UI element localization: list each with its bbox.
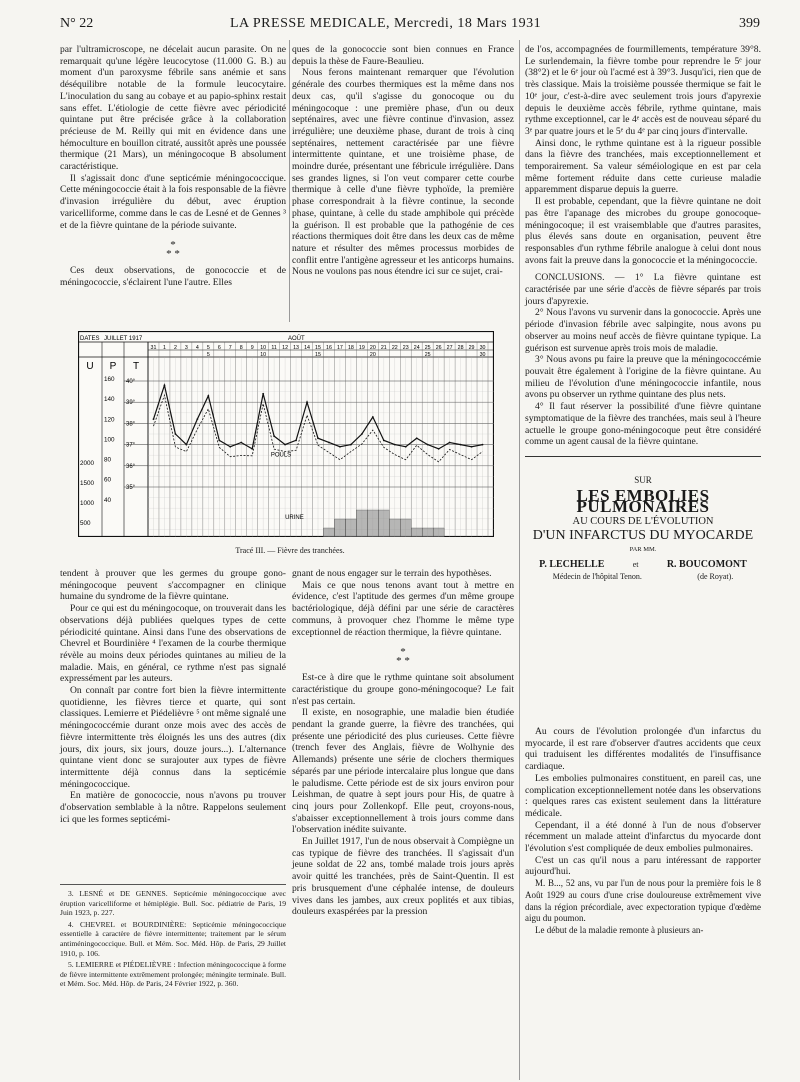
paragraph: tendent à prouver que les germes du groupe gono-méningocoque peuvent s'accompagner en clinique humaine du syndrome de la fièvre quintane. (60, 568, 286, 603)
urine-bar (323, 528, 334, 537)
t-tick: 36° (126, 463, 136, 470)
day-label: 7 (228, 345, 232, 351)
week-label: 30 (479, 352, 486, 358)
urine-label: URINE (285, 515, 304, 521)
u-tick: 1000 (80, 500, 95, 507)
pouls-label: POULS (270, 452, 292, 459)
paragraph: gnant de nous engager sur le terrain des hypothèses. (292, 568, 492, 579)
u-tick: 1500 (80, 480, 95, 487)
day-label: 29 (468, 345, 475, 351)
paragraph: Il existe, en nosographie, une maladie bien étudiée pendant la grande guerre, la fièvre des tranchées, qui présente une périodicité des plus curieuses. Cette fièvre (trench fever des Anglais, fièvre de Wolhynie des Allemands) présente une série de clochers thermiques séparés par une période intercalaire plus longue que dans le paludisme. Cette période est de six jours environ pour Leishman, de quatre à sept jours pour His, de quatre à cinq jours pour Zollenkopf. Elle peut, croyons-nous, s'abaisser exceptionnellement à trois jours comme dans l'observation inédite suivante. (292, 707, 514, 836)
month-label: AOÛT (288, 336, 305, 342)
page-number: 399 (739, 16, 760, 31)
temperature-point (262, 393, 264, 395)
temperature-point (317, 437, 319, 439)
column-divider (289, 40, 290, 322)
article-subtitle: AU COURS DE L'ÉVOLUTION (572, 516, 714, 528)
paragraph: 4° Il faut réserver la possibilité d'une fièvre quintane symptomatique de la fièvre des tranchées, mais seul à l'heure actuelle le groupe gono-méningocoque peut être considéré comme un agent causal de la fièvre quintane. (525, 401, 761, 448)
day-label: 14 (304, 345, 310, 351)
affiliation: Médecin de l'hôpital Tenon. (552, 571, 642, 581)
day-label: 22 (391, 345, 398, 351)
paragraph: Pour ce qui est du méningocoque, on trouverait dans les observations déjà publiées quelques types de cette périodicité quintane. Ainsi dans l'une des observations de Chevrel et Bourdinière ⁴ l'examen de la courbe thermique révèle au moins deux périodes quintanes au milieu de la maladie. Mais, en général, ce rythme n'est pas signalé expressément par les auteurs. (60, 603, 286, 685)
day-label: 5 (206, 345, 210, 351)
affiliations (525, 571, 761, 583)
p-tick: 60 (104, 476, 112, 484)
t-tick: 40° (126, 379, 136, 385)
p-tick: 160 (104, 376, 115, 383)
paragraph: C'est un cas qu'il nous a paru intéressant de rapporter aujourd'hui. (525, 854, 761, 878)
temperature-point (153, 418, 155, 420)
section-break-stars: * * * (396, 646, 410, 668)
temperature-point (383, 439, 385, 441)
urine-bar (367, 510, 378, 537)
temperature-point (460, 444, 462, 446)
paragraph: Ces deux observations, de gonococcie et de méningococcie, s'éclairent l'une l'autre. Elles (60, 265, 286, 288)
paragraph: Le début de la maladie remonte à plusieurs an- (535, 924, 704, 935)
authors (525, 559, 761, 571)
page-header (60, 14, 760, 36)
u-tick: 2000 (80, 460, 95, 467)
urine-bar (433, 528, 444, 537)
day-label: 17 (336, 345, 343, 351)
column-3 (525, 44, 761, 593)
t-tick: 37° (126, 442, 136, 449)
par-mm: PAR MM. (629, 546, 657, 554)
author: P. LECHELLE (539, 559, 605, 571)
day-label: 23 (402, 345, 409, 351)
section-break-stars: * * * (166, 239, 180, 261)
p-tick: 80 (104, 456, 112, 464)
temperature-point (471, 446, 473, 448)
p-tick: 40 (104, 496, 112, 504)
day-label: 18 (347, 345, 354, 351)
temperature-point (482, 444, 484, 446)
temperature-point (427, 444, 429, 446)
day-label: 12 (282, 345, 289, 351)
t-tick: 39° (126, 400, 136, 407)
day-label: 21 (380, 345, 387, 351)
day-label: 11 (271, 345, 277, 351)
footnote: 3. LESNÉ et DE GENNES. Septicémie méningococcique avec éruption varicelliforme et hémiplégie. Bull. Soc. pédiatrie de Paris, 19 Juin 1923, p. 227. (60, 889, 286, 918)
dates-label: DATES (80, 336, 100, 342)
day-label: 28 (457, 345, 464, 351)
temperature-point (405, 446, 407, 448)
paragraph: Est-ce à dire que le rythme quintane soit absolument caractéristique du groupe gono-méningocoque? Le fait n'est pas certain. (292, 672, 514, 707)
temperature-point (416, 437, 418, 439)
temperature-point (350, 444, 352, 446)
temperature-point (196, 418, 198, 420)
paragraph: de l'os, accompagnées de fourmillements, température 39°8. Le surlendemain, la fièvre tombe pour reprendre le 5ᵉ jour (38°2) et le 6ᵉ jour où l'acmé est à 39°3. Jusqu'ici, rien que de très classique. Mais la troisième poussée thermique se fait le 10ᵉ jour, c'est-à-dire avec seulement trois jours d'apyrexie depuis le deuxième accès fébrile, rythme quintane, mais rythme exceptionnel, car le 4ᵉ accès est de nouveau séparé du 3ᵉ par quatre jours et le 5ᵉ du 4ᵉ par cinq jours d'intervalle. (525, 44, 761, 137)
urine-bar (422, 528, 433, 537)
conclusions: CONCLUSIONS. — 1° La fièvre quintane est caractérisée par une série d'accès de fièvre séparés par trois jours d'apyrexie. (525, 272, 761, 307)
temperature-point (306, 401, 308, 403)
paragraph: ques de la gonococcie sont bien connues en France depuis la thèse de Faure-Beaulieu. (292, 44, 514, 67)
temperature-point (284, 444, 286, 446)
week-label: 5 (206, 352, 210, 358)
footnote: 4. CHEVREL et BOURDINIÈRE: Septicémie méningococcique essentielle à caractère de fièvre intermittente; traitement par le sérum antiméningococcique. Bull. et Mém. Soc. Méd. Hôp. de Paris, 29 Juillet 1910, p. 106. (60, 919, 286, 958)
temperature-point (185, 444, 187, 446)
urine-bar (389, 519, 400, 537)
month-label: JUILLET 1917 (104, 336, 143, 342)
article-subtitle: D'UN INFARCTUS DU MYOCARDE (532, 527, 754, 543)
day-label: 2 (173, 345, 177, 351)
day-label: 1 (162, 345, 166, 351)
and-word: et (632, 560, 639, 570)
week-label: 10 (260, 352, 267, 358)
day-label: 10 (260, 345, 267, 351)
u-tick: 500 (80, 520, 91, 527)
issue-number: N° 22 (60, 16, 94, 31)
paragraph: Il est probable, cependant, que la fièvre quintane ne doit pas être l'apanage des microbes du groupe gonocoque-méningocoque; il est vraisemblable que d'autres parasites, plus élevés sans doute en organisation, peuvent être responsables d'un rythme fébrile analogue à celui dont nous avons fait la preuve dans la gonococcie et la méningococcie. (525, 196, 761, 266)
temperature-point (361, 433, 363, 435)
temperature-point (339, 446, 341, 448)
week-label: 15 (315, 352, 321, 358)
temperature-point (251, 448, 253, 450)
p-tick: 100 (104, 436, 115, 444)
footnote: 5. LEMIERRE et PIÉDELIÈVRE : Infection méningococcique à forme de fièvre intermittente extrêmement prolongée; méningite terminale. Bull. et Mém. Soc. Méd. Hôp. de Paris, 24 Février 1922, p. 360. (60, 960, 286, 989)
axis-head-u: U (86, 361, 94, 372)
paragraph: En Juillet 1917, l'un de nous observait à Compiègne un cas typique de fièvre des tranchées. Il s'agissait d'un jeune soldat de 22 ans, tombé malade trois jours après avoir quitté les tranchées, près de Saint-Quentin. Il est pris brusquement d'une céphalée intense, de douleurs vives dans les jambes, aux creux poplités et aux tibias, douleurs exaspérées par la pression (292, 836, 514, 918)
temperature-point (328, 442, 330, 444)
t-tick: 38° (126, 421, 136, 428)
urine-bar (345, 519, 356, 537)
day-label: 8 (239, 345, 243, 351)
day-label: 13 (293, 345, 300, 351)
day-label: 16 (326, 345, 332, 351)
paragraph: Au cours de l'évolution prolongée d'un infarctus du myocarde, il est rare d'observer d'autres accidents que ceux qui traduisent les différentes modalités de l'insuffisance cardiaque. (525, 726, 761, 773)
temperature-point (207, 395, 209, 397)
week-label: 20 (369, 352, 376, 358)
paragraph: 2° Nous l'avons vu survenir dans la gonococcie. Après une période d'invasion fébrile avec salpingite, nous avons pu observer au moins neuf accès de fièvre quintane typique. La guérison est survenue après trois mois de maladie. (525, 307, 761, 354)
paragraph: Les embolies pulmonaires constituent, en pareil cas, une complication exceptionnellement notée dans les observations : quelques rares cas existent seulement dans la littérature médicale. (525, 772, 761, 819)
axis-head-p: P (109, 361, 117, 372)
affiliation: (de Royat). (697, 571, 734, 581)
temperature-point (372, 416, 374, 418)
column-2-bottom (292, 568, 514, 918)
paragraph: Il s'agissait donc d'une septicémie méningococcique. Cette méningococcie était à la fois responsable de la fièvre d'invasion irrégulière du début, avec éruption varicelliforme, comme dans le cas de Lesné et de Gennes ³ et de la fièvre quintane de la période suivante. (60, 172, 286, 231)
temperature-point (449, 442, 451, 444)
day-label: 19 (358, 345, 365, 351)
axis-head-t: T (132, 361, 140, 372)
day-label: 20 (369, 345, 376, 351)
day-label: 6 (217, 345, 221, 351)
p-tick: 140 (104, 396, 115, 404)
paragraph: En matière de gonococcie, nous n'avons pu trouver d'observation semblable à la nôtre. Rappelons seulement ici que les formes septicémi- (60, 790, 286, 825)
day-label: 31 (150, 345, 157, 351)
week-label: 25 (424, 352, 431, 358)
paragraph: Cependant, il a été donné à l'un de nous d'observer récemment un malade atteint d'infarctus du myocarde dont l'évolution s'est compliquée de deux embolies pulmonaires. (525, 819, 761, 855)
day-label: 9 (250, 345, 254, 351)
paragraph: Mais ce que nous tenons avant tout à mettre en évidence, c'est l'aptitude des germes d'un même groupe bactériologique, déjà défini par une série de caractères communs, à provoquer chez l'homme le même type exceptionnel de réaction thermique, la fièvre quintane. (292, 579, 514, 638)
temperature-chart (78, 331, 494, 537)
temperature-point (218, 439, 220, 441)
section-rule (525, 456, 761, 457)
paragraph: Nous ferons maintenant remarquer que l'évolution générale des courbes thermiques est la même dans nos deux cas, qu'il s'agisse du gonocoque ou du méningocoque : une première phase, d'un ou deux septénaires, avec une fièvre continue d'invasion, assez irrégulière; une deuxième phase, durant de trois à cinq septénaires, nettement caractérisée par une fièvre intermittente quintane, et une troisième phase, de moindre durée, présentant une fébricule irrégulière. Dans ses grandes lignes, si l'on veut comparer cette courbe thermique à celle d'une fièvre typhoïde, la première phase correspondrait à la fièvre continue, la seconde phase, quintane, à celle du stade amphibole qui précède la guérison. Il est probable que la pathogénie de ces réactions thermiques doit être dans les deux cas de même nature et résulter des mêmes processus morbides de conflit entre l'antigène agresseur et les anticorps humains. Nous ne voulons pas nous étendre ici sur ce sujet, crai- (292, 67, 514, 278)
paragraph: 3° Nous avons pu faire la preuve que la méningococcémie pouvait être également à l'origine de la fièvre quintane. Au milieu de l'évolution d'une méningococcie infantile, nous avons pu observer un rythme quintane des plus nets. (525, 354, 761, 401)
day-label: 24 (413, 345, 420, 351)
day-label: 26 (435, 345, 442, 351)
day-label: 25 (424, 345, 431, 351)
temperature-point (164, 384, 166, 386)
figure-caption: Tracé III. — Fièvre des tranchées. (235, 546, 345, 555)
journal-title: LA PRESSE MEDICALE, Mercredi, 18 Mars 1931 (230, 16, 542, 31)
column-1-bottom (60, 568, 286, 825)
author: R. BOUCOMONT (666, 559, 747, 571)
urine-bar (411, 528, 422, 537)
day-label: 30 (479, 345, 486, 351)
article-title: LES EMBOLIES PULMONAIRES (576, 485, 710, 517)
column-1-top (60, 44, 286, 289)
column-divider (519, 40, 520, 1080)
temperature-point (273, 435, 275, 437)
paragraph: M. B..., 52 ans, vu par l'un de nous pour la première fois le 8 Août 1929 au cours d'une crise douloureuse extrêmement vive dans la région précordiale, avec expectoration typique d'œdème aigu du poumon. (525, 878, 761, 924)
day-label: 15 (315, 345, 321, 351)
temperature-point (229, 446, 231, 448)
t-tick: 35° (126, 485, 136, 491)
temperature-point (295, 439, 297, 441)
section-sur: SUR (634, 474, 652, 485)
column-3-article (525, 726, 761, 937)
paragraph: Ainsi donc, le rythme quintane est à la rigueur possible dans la fièvre des tranchées, mais exceptionnellement et temporairement. Sa valeur séméiologique en est par cela même fortement réduite dans cette curieuse maladie apparemment disparue depuis la guerre. (525, 137, 761, 196)
paragraph: par l'ultramicroscope, ne décelait aucun parasite. On ne remarquait qu'une légère leucocytose (11.000 G. B.) au moment d'un paroxysme fébrile sans anémie et sans déséquilibre notable de la formule leucocytaire. L'inoculation du sang au cobaye et au papio-sphinx restait sans effet. L'étiologie de cette fièvre avec périodicité quintane put être précisée grâce à la collaboration précieuse de M. Reilly qui mit en évidence dans une hémoculture en bouillon citraté, aussitôt après une poussée thermique (21 Mars), un méningocoque B absolument caractéristique. (60, 44, 286, 173)
urine-bar (378, 510, 389, 537)
temperature-point (438, 448, 440, 450)
urine-bar (334, 519, 345, 537)
urine-bar (400, 519, 411, 537)
footnotes (60, 884, 286, 991)
temperature-point (175, 433, 177, 435)
temperature-point (240, 442, 242, 444)
day-label: 27 (446, 345, 453, 351)
p-tick: 120 (104, 416, 115, 424)
column-2-top (292, 44, 514, 278)
temperature-point (394, 444, 396, 446)
urine-bar (356, 510, 367, 537)
day-label: 4 (195, 345, 199, 351)
day-label: 3 (184, 345, 188, 351)
paragraph: On connaît par contre fort bien la fièvre intermittente quotidienne, les fièvres tierce et quarte, qui sont classiques. Lemierre et Piédelièvre ⁵ ont même signalé une méningococcémie durant onze mois avec des accès de fièvre intermittente très éloignés les uns des autres (dix jours, dix jours, six jours, douze jours...). L'alternance quintane vient donc se surajouter aux types de fièvre intermittente déjà connus dans la septicémie méningococcique. (60, 685, 286, 790)
